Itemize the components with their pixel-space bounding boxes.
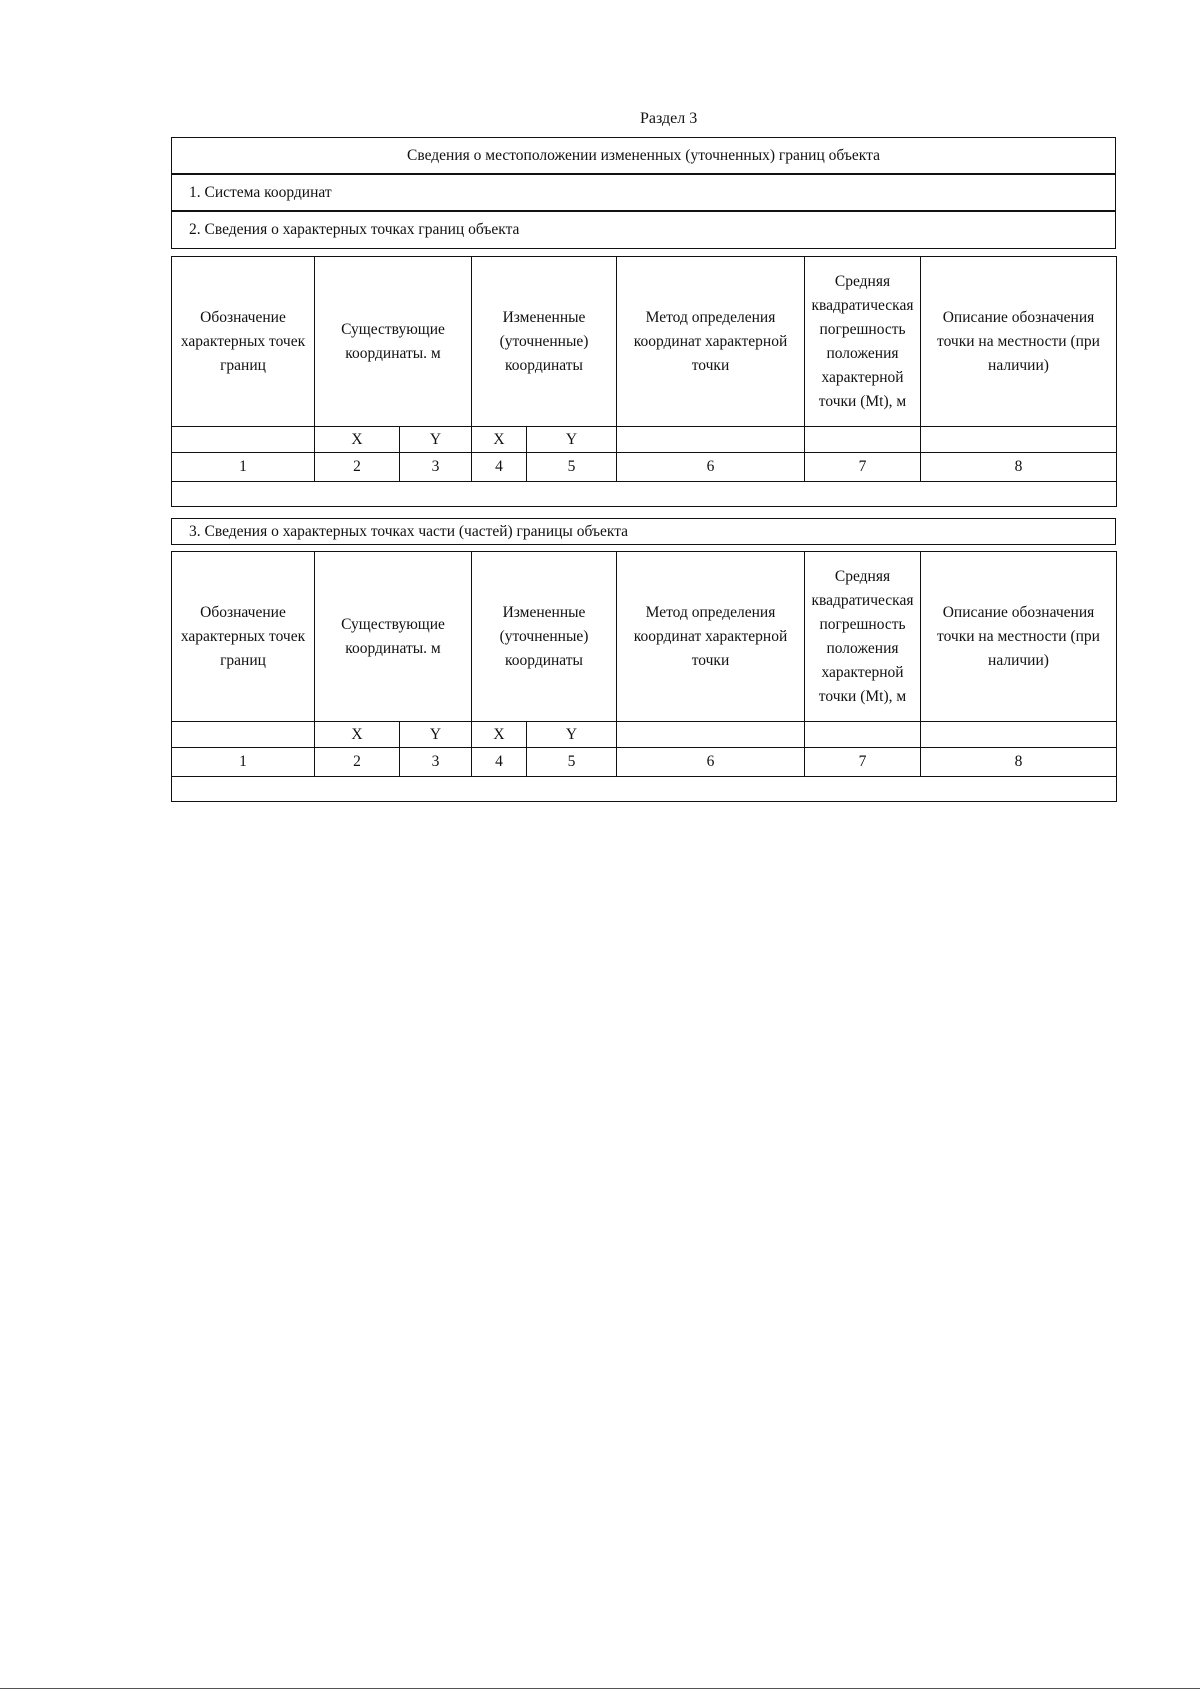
axis-cell [172, 427, 315, 453]
axis-cell: Y [400, 427, 472, 453]
column-number: 4 [472, 453, 527, 482]
axis-cell [172, 722, 315, 748]
empty-cell [172, 777, 1117, 802]
column-number: 2 [315, 453, 400, 482]
part-points-label: 3. Сведения о характерных точках части (частей) границы объекта [189, 522, 629, 540]
number-row [172, 453, 1117, 482]
axis-cell [617, 722, 805, 748]
column-number: 5 [527, 453, 617, 482]
column-number: 2 [315, 748, 400, 777]
column-number: 3 [400, 748, 472, 777]
description-header: Описание обозначения точки на местности (при наличии) [921, 552, 1117, 722]
existing-coordinates-header: Существующие координаты. м [315, 257, 472, 427]
mean-error-header: Средняя квадратическая погрешность положения характерной точки (Mt), м [805, 552, 921, 722]
column-number: 6 [617, 748, 805, 777]
column-number: 4 [472, 748, 527, 777]
axis-cell [805, 427, 921, 453]
column-number: 7 [805, 748, 921, 777]
axis-row [172, 427, 1117, 453]
existing-coordinates-header: Существующие координаты. м [315, 552, 472, 722]
column-number: 5 [527, 748, 617, 777]
axis-cell: X [472, 722, 527, 748]
mean-error-header: Средняя квадратическая погрешность положения характерной точки (Mt), м [805, 257, 921, 427]
axis-cell: X [472, 427, 527, 453]
point-designation-header: Обозначение характерных точек границ [172, 257, 315, 427]
changed-coordinates-header: Измененные (уточненные) координаты [472, 552, 617, 722]
header-row [172, 257, 1117, 427]
method-header: Метод определения координат характерной точки [617, 552, 805, 722]
empty-cell [172, 482, 1117, 507]
number-row [172, 748, 1117, 777]
header-row [172, 552, 1117, 722]
section-title: Раздел 3 [640, 110, 698, 127]
boundary-points-table [171, 256, 1117, 507]
method-header: Метод определения координат характерной точки [617, 257, 805, 427]
boundary-points-row [171, 210, 1116, 249]
column-number: 1 [172, 453, 315, 482]
part-points-table [171, 551, 1117, 802]
column-number: 7 [805, 453, 921, 482]
axis-cell: Y [527, 427, 617, 453]
empty-row [172, 777, 1117, 802]
axis-cell: X [315, 427, 400, 453]
column-number: 1 [172, 748, 315, 777]
column-number: 6 [617, 453, 805, 482]
axis-cell [921, 427, 1117, 453]
section-header-box [171, 137, 1116, 175]
page-bottom-rule [0, 1688, 1200, 1689]
axis-row [172, 722, 1117, 748]
description-header: Описание обозначения точки на местности (при наличии) [921, 257, 1117, 427]
column-number: 3 [400, 453, 472, 482]
boundary-points-label: 2. Сведения о характерных точках границ объекта [189, 220, 520, 238]
coordinate-system-row [171, 173, 1116, 212]
point-designation-header: Обозначение характерных точек границ [172, 552, 315, 722]
column-number: 8 [921, 748, 1117, 777]
column-number: 8 [921, 453, 1117, 482]
empty-row [172, 482, 1117, 507]
axis-cell: Y [400, 722, 472, 748]
part-points-row [171, 518, 1116, 545]
axis-cell [805, 722, 921, 748]
section-header-text: Сведения о местоположении измененных (уточненных) границ объекта [407, 147, 880, 164]
axis-cell [921, 722, 1117, 748]
axis-cell [617, 427, 805, 453]
changed-coordinates-header: Измененные (уточненные) координаты [472, 257, 617, 427]
coordinate-system-label: 1. Система координат [189, 183, 332, 201]
axis-cell: Y [527, 722, 617, 748]
axis-cell: X [315, 722, 400, 748]
